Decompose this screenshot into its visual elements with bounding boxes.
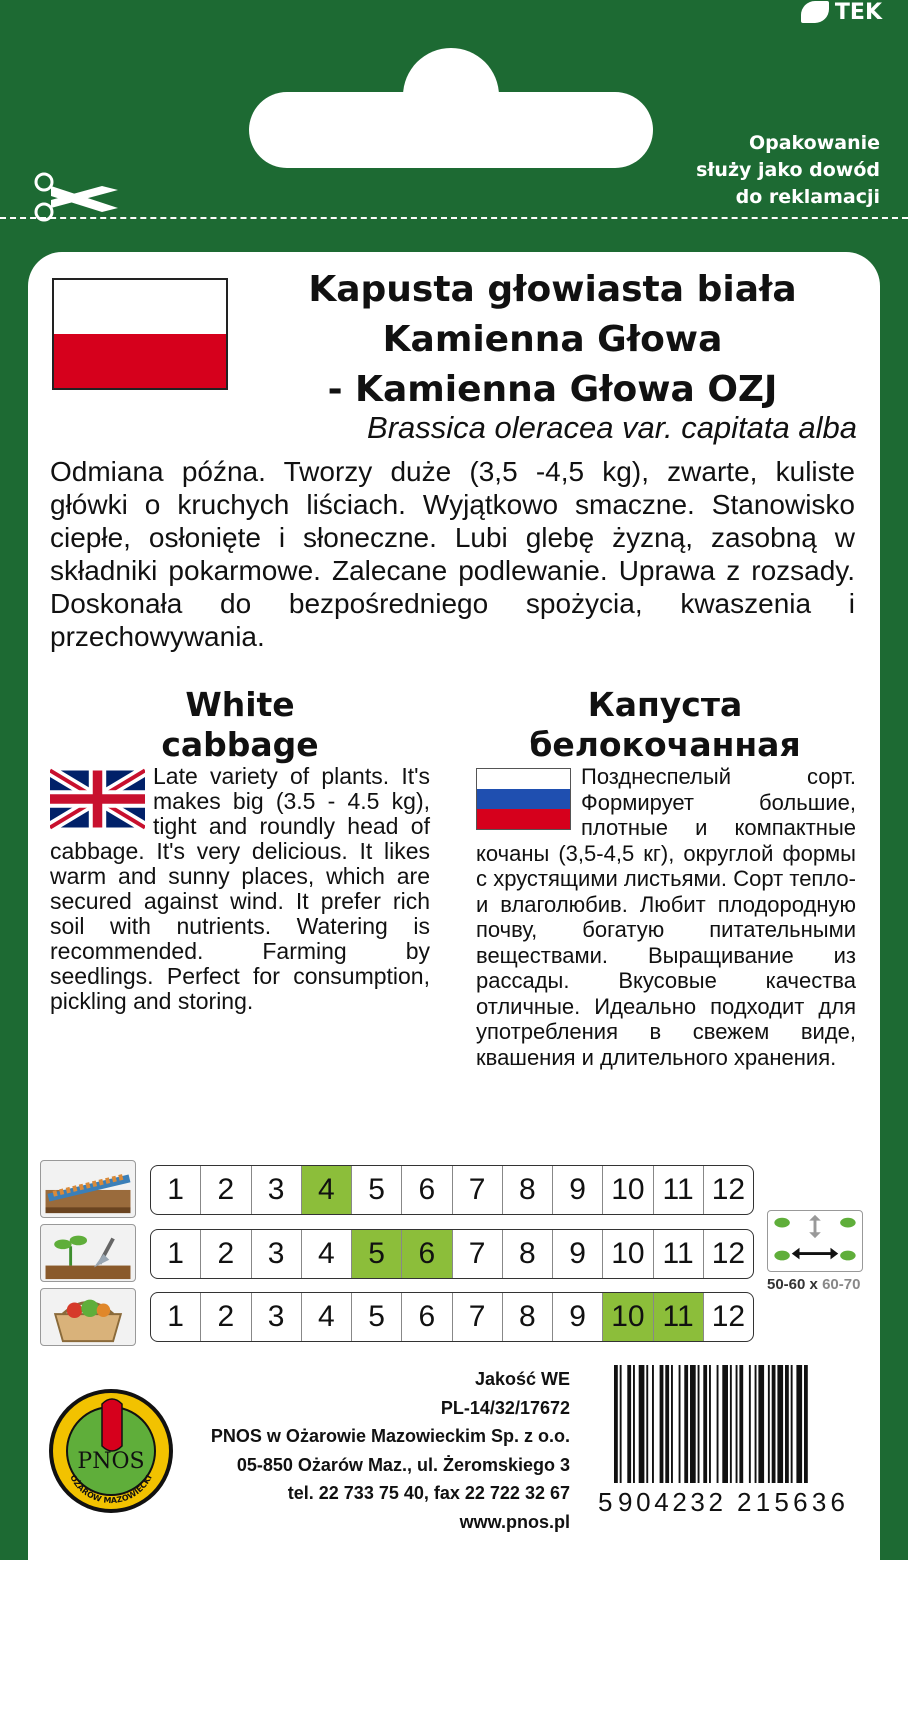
calendar-month-cell: 2 xyxy=(200,1293,250,1341)
description-ru: Позднеспелый сорт. Формирует большие, плотные и компактные кочаны (3,5-4,5 кг), округлой формы с хрустящими листьями. Сорт тепло- и влаголюбив. Любит плодородную почву, богатую питательными веществами. Выращивание из рассады. Вкусовые качества отличные. Идеально подходит для употребления в свежем виде, квашения и длительного хранения. xyxy=(476,764,856,1070)
calendar-row-sowing xyxy=(150,1165,754,1215)
barcode-bar xyxy=(730,1365,732,1483)
calendar-month-cell: 3 xyxy=(251,1230,301,1278)
calendar-month-cell: 10 xyxy=(602,1166,652,1214)
english-heading xyxy=(50,685,430,765)
barcode-bar xyxy=(791,1365,793,1483)
barcode-bar xyxy=(768,1365,770,1483)
barcode-bar xyxy=(749,1365,751,1483)
calendar-month-cell: 11 xyxy=(653,1230,703,1278)
pnos-logo xyxy=(46,1386,176,1516)
scissors-icon xyxy=(32,168,128,228)
planting-icon xyxy=(40,1224,136,1282)
product-title xyxy=(240,265,865,415)
calendar-month-cell: 12 xyxy=(703,1293,753,1341)
barcode-bar xyxy=(671,1365,673,1483)
logo-text: PNOS xyxy=(77,1449,145,1474)
plant-spacing-label xyxy=(767,1276,877,1293)
barcode-bar xyxy=(709,1365,711,1483)
description-en: Late variety of plants. It's makes big (3.5 - 4.5 kg), tight and roundly head of cabbage. It's very delicious. It likes warm and sunny places, which are secured against wind. It prefer rich soil with nutrients. Watering is recommended. Farming by seedlings. Perfect for consumption, pickling and storing. xyxy=(50,763,430,1014)
barcode-bar xyxy=(633,1365,635,1483)
barcode-bar xyxy=(703,1365,707,1483)
brand-name: TEK xyxy=(834,0,882,25)
barcode-bar xyxy=(722,1365,728,1483)
calendar-month-cell: 12 xyxy=(703,1230,753,1278)
calendar-month-cell: 4 xyxy=(301,1293,351,1341)
description-ru-block xyxy=(476,764,856,1070)
calendar-month-cell: 11 xyxy=(653,1293,703,1341)
heading-line: cabbage xyxy=(161,725,319,764)
complaint-notice xyxy=(620,130,880,211)
calendar-month-cell: 8 xyxy=(502,1230,552,1278)
quality-mark: Jakość WE xyxy=(474,1369,570,1389)
brand-logo xyxy=(801,0,882,24)
spacing-rows: 50-60 xyxy=(767,1276,806,1293)
barcode-bar xyxy=(660,1365,664,1483)
barcode-bar xyxy=(620,1365,622,1483)
calendar-month-cell: 8 xyxy=(502,1166,552,1214)
title-line: - Kamienna Głowa OZJ xyxy=(327,369,778,410)
calendar-month-cell: 9 xyxy=(552,1293,602,1341)
barcode-bar xyxy=(639,1365,645,1483)
description-pl: Odmiana późna. Tworzy duże (3,5 -4,5 kg), zwarte, kuliste główki o kruchych liściach. Wyjątkowo smaczne. Stanowisko ciepłe, osłonięte i słoneczne. Lubi glebę żyzną, zasobną w składniki pokarmowe. Zalecane podlewanie. Uprawa z rozsady. Doskonała do bezpośredniego spożycia, kwaszenia i przechowywania. xyxy=(50,456,855,652)
calendar-month-cell: 10 xyxy=(602,1293,652,1341)
calendar-month-cell: 4 xyxy=(301,1166,351,1214)
sowing-icon xyxy=(40,1160,136,1218)
company-name: PNOS w Ożarowie Mazowieckim Sp. z o.o. xyxy=(210,1426,570,1446)
plant-spacing-icon xyxy=(767,1210,863,1272)
calendar-month-cell: 5 xyxy=(351,1293,401,1341)
calendar-month-cell: 12 xyxy=(703,1166,753,1214)
cut-line xyxy=(0,217,908,219)
barcode-bar xyxy=(614,1365,618,1483)
barcode-bar xyxy=(785,1365,789,1483)
barcode-digits-left: 904232 xyxy=(618,1487,723,1515)
barcode-bar xyxy=(804,1365,808,1483)
title-line: Kamienna Głowa xyxy=(382,319,723,360)
calendar-month-cell: 2 xyxy=(200,1230,250,1278)
calendar-month-cell: 8 xyxy=(502,1293,552,1341)
barcode-bar xyxy=(679,1365,681,1483)
spacing-x: x xyxy=(809,1276,818,1293)
description-en-block xyxy=(50,764,430,1014)
calendar-month-cell: 3 xyxy=(251,1166,301,1214)
calendar-month-cell: 3 xyxy=(251,1293,301,1341)
barcode-bar xyxy=(652,1365,654,1483)
title-line: Kapusta głowiasta biała xyxy=(308,269,797,310)
company-address: 05-850 Ożarów Maz., ul. Żeromskiego 3 xyxy=(236,1454,570,1475)
calendar-month-cell: 1 xyxy=(167,1173,184,1206)
barcode-digits-right: 215636 xyxy=(737,1487,845,1515)
notice-line: służy jako dowód xyxy=(696,159,880,181)
calendar-month-cell: 7 xyxy=(452,1293,502,1341)
barcode-bar xyxy=(777,1365,783,1483)
polish-flag-icon xyxy=(52,278,228,390)
notice-line: do reklamacji xyxy=(735,186,880,208)
company-info xyxy=(175,1365,570,1536)
calendar-month-cell: 7 xyxy=(452,1166,502,1214)
barcode-bar xyxy=(665,1365,669,1483)
heading-line: White xyxy=(185,685,295,724)
barcode-bar xyxy=(739,1365,743,1483)
barcode-bar xyxy=(796,1365,802,1483)
notice-line: Opakowanie xyxy=(748,132,880,154)
spacing-plants: 60-70 xyxy=(822,1276,861,1293)
barcode-bar xyxy=(627,1365,631,1483)
calendar-month-cell: 6 xyxy=(401,1166,451,1214)
barcode-bar xyxy=(736,1365,738,1483)
barcode-digit-first: 5 xyxy=(598,1487,613,1515)
calendar-month-cell: 6 xyxy=(401,1293,451,1341)
barcode xyxy=(590,1365,855,1515)
company-website: www.pnos.pl xyxy=(459,1511,570,1532)
calendar-month-cell: 7 xyxy=(452,1230,502,1278)
calendar-month-cell: 1 xyxy=(167,1300,184,1333)
heading-line: белокочанная xyxy=(529,725,801,764)
barcode-bar xyxy=(758,1365,764,1483)
calendar-month-cell: 2 xyxy=(200,1166,250,1214)
calendar-month-cell: 10 xyxy=(602,1230,652,1278)
calendar-month-cell: 9 xyxy=(552,1230,602,1278)
barcode-bar xyxy=(772,1365,776,1483)
calendar-month-cell: 5 xyxy=(351,1230,401,1278)
barcode-bar xyxy=(698,1365,700,1483)
hanger-hole xyxy=(249,92,653,168)
calendar-row-harvest xyxy=(150,1292,754,1342)
calendar-month-cell: 9 xyxy=(552,1166,602,1214)
calendar-month-cell: 5 xyxy=(351,1166,401,1214)
registration-number: PL-14/32/17672 xyxy=(440,1397,570,1418)
logo-ring-text: OŻARÓW MAZOWIECKI xyxy=(68,1473,154,1506)
barcode-bar xyxy=(684,1365,688,1483)
harvest-icon xyxy=(40,1288,136,1346)
barcode-bar xyxy=(755,1365,757,1483)
uk-flag-icon xyxy=(50,768,145,830)
calendar-month-cell: 4 xyxy=(301,1230,351,1278)
calendar-month-cell: 1 xyxy=(167,1237,184,1270)
russian-heading xyxy=(470,685,860,765)
heading-line: Капуста xyxy=(587,685,743,724)
latin-name: Brassica oleracea var. capitata alba xyxy=(367,410,857,445)
calendar-row-planting xyxy=(150,1229,754,1279)
leaf-icon xyxy=(801,1,829,23)
company-phone: tel. 22 733 75 40, fax 22 722 32 67 xyxy=(287,1483,570,1503)
calendar-month-cell: 11 xyxy=(653,1166,703,1214)
calendar-month-cell: 6 xyxy=(401,1230,451,1278)
barcode-bar xyxy=(690,1365,696,1483)
barcode-bar xyxy=(717,1365,719,1483)
barcode-bar xyxy=(646,1365,648,1483)
russian-flag-icon xyxy=(476,768,571,830)
